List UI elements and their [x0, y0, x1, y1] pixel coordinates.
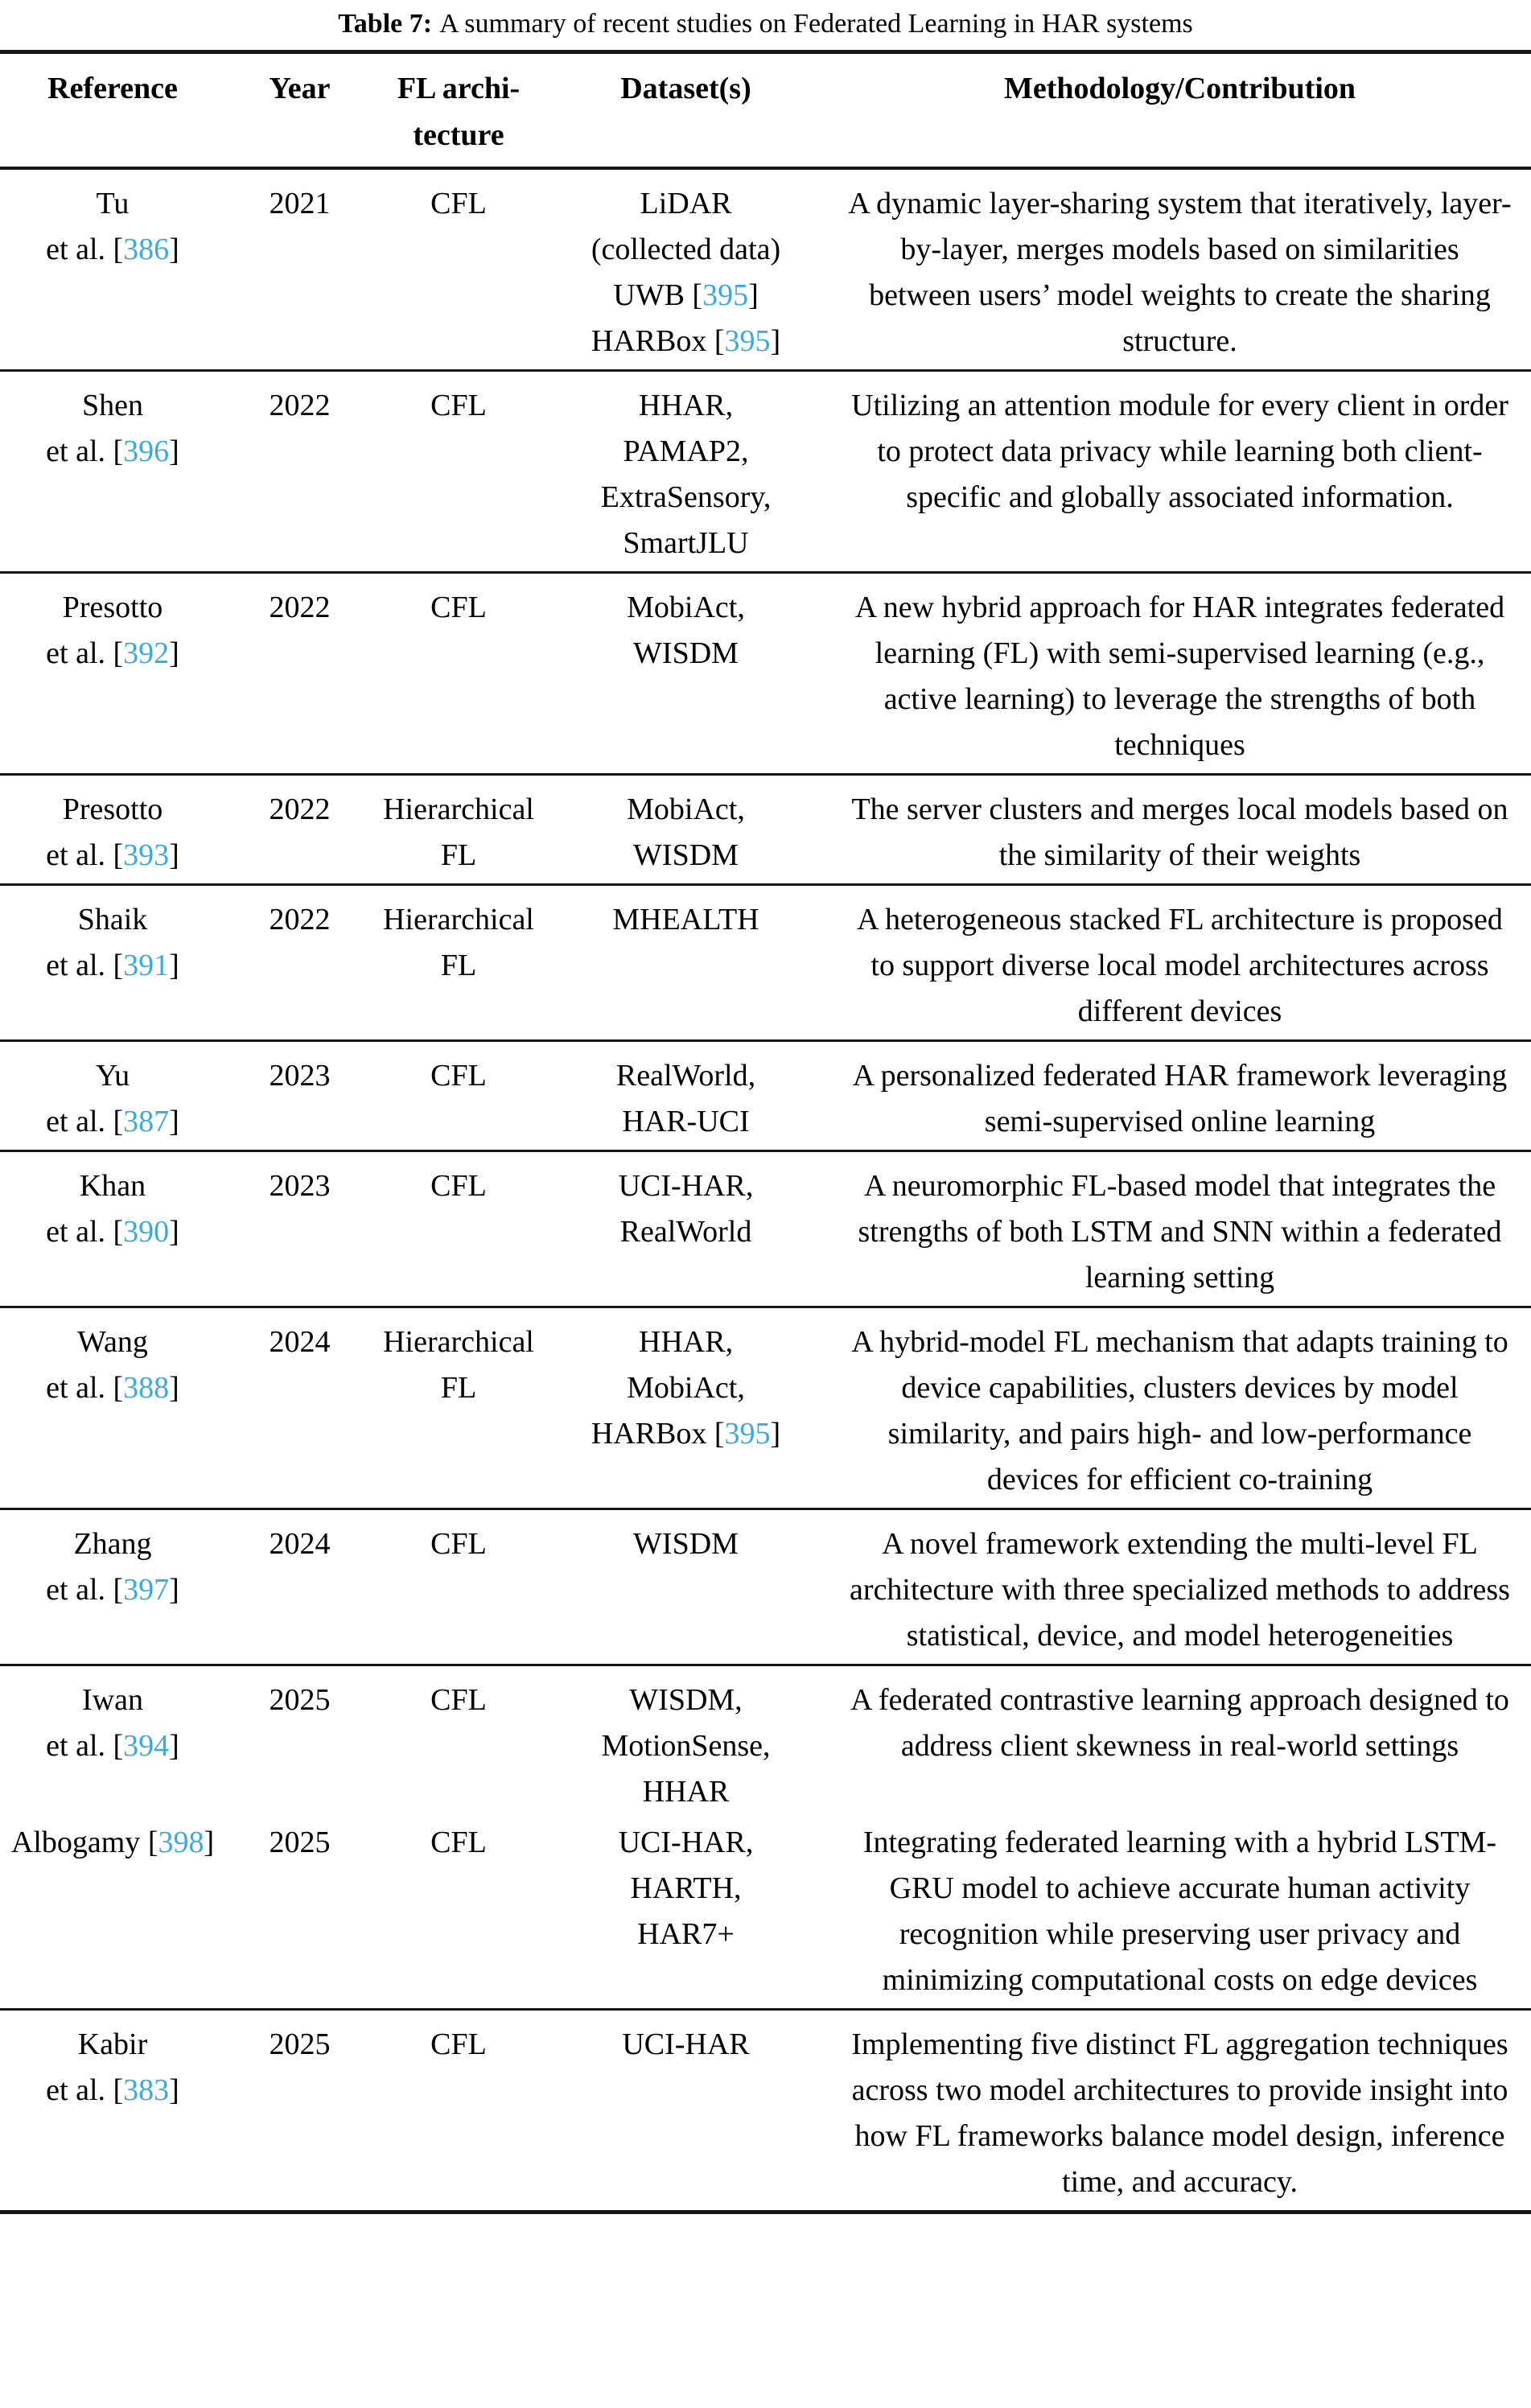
summary-table — [0, 50, 1531, 2214]
reference-etal: et al. [394] — [46, 1729, 179, 1763]
column-header-line: Dataset(s) — [620, 72, 751, 105]
reference-name: Presotto — [62, 792, 163, 826]
reference-name: Presotto — [62, 591, 163, 624]
fl-architecture-line: Hierarchical — [383, 792, 534, 826]
column-header-methodology — [829, 52, 1531, 169]
reference-name: Wang — [77, 1325, 148, 1359]
table-row — [0, 1041, 1531, 1151]
fl-architecture-line: FL — [440, 1371, 477, 1405]
table-row — [0, 2010, 1531, 2212]
methodology-cell: A dynamic layer-sharing system that iteratively, layer-by-layer, merges models based on similarities between users’ model weights to create the sharing structure. — [829, 168, 1531, 371]
fl-architecture-line: CFL — [430, 1683, 487, 1717]
citation-link[interactable]: 394 — [123, 1729, 170, 1763]
reference-cell — [0, 2010, 225, 2212]
citation-link[interactable]: 391 — [123, 949, 170, 982]
column-header-line: FL archi- — [397, 72, 521, 105]
fl-architecture-line: CFL — [430, 1826, 487, 1859]
citation-link[interactable]: 398 — [158, 1826, 204, 1859]
reference-name: Shen — [82, 389, 143, 422]
column-header-line: Year — [269, 72, 331, 105]
dataset-item: HHAR, — [638, 1325, 734, 1359]
fl-architecture-line: CFL — [430, 1059, 487, 1093]
datasets-cell — [543, 573, 829, 775]
fl-architecture-line: CFL — [430, 187, 487, 220]
dataset-item: MotionSense, — [601, 1729, 771, 1763]
dataset-item: ExtraSensory, — [600, 480, 772, 514]
dataset-item: HHAR, — [638, 389, 734, 422]
datasets-cell — [543, 371, 829, 573]
year-cell: 2024 — [225, 1509, 374, 1665]
fl-architecture-cell — [374, 885, 543, 1041]
column-header-datasets — [543, 52, 829, 169]
reference-etal: et al. [396] — [46, 434, 179, 468]
table-row — [0, 885, 1531, 1041]
reference-cell — [0, 371, 225, 573]
dataset-item: MobiAct, — [627, 591, 745, 624]
reference-name: Khan — [79, 1169, 146, 1203]
methodology-cell: The server clusters and merges local models based on the similarity of their weights — [829, 775, 1531, 885]
dataset-item: WISDM — [633, 1527, 739, 1561]
reference-etal: et al. [390] — [46, 1215, 179, 1249]
dataset-item: PAMAP2, — [623, 434, 749, 468]
fl-architecture-cell — [374, 371, 543, 573]
methodology-cell: A personalized federated HAR framework leveraging semi-supervised online learning — [829, 1041, 1531, 1151]
datasets-cell — [543, 1041, 829, 1151]
reference-name: Iwan — [82, 1683, 143, 1717]
table-caption — [0, 0, 1531, 50]
year-cell: 2024 — [225, 1307, 374, 1509]
dataset-item: UCI-HAR, — [618, 1826, 754, 1859]
reference-etal: et al. [393] — [46, 838, 179, 872]
year-cell: 2025 — [269, 1826, 331, 1859]
citation-link[interactable]: 393 — [123, 838, 170, 872]
reference-name: Kabir — [77, 2027, 148, 2061]
datasets-cell — [543, 775, 829, 885]
reference-etal: et al. [391] — [46, 949, 179, 982]
table-row — [0, 1151, 1531, 1307]
table-row — [0, 371, 1531, 573]
methodology-cell: A neuromorphic FL-based model that integrates the strengths of both LSTM and SNN within a federated learning setting — [829, 1151, 1531, 1307]
dataset-item: LiDAR — [640, 187, 732, 220]
header-row — [0, 52, 1531, 169]
reference-cell — [0, 573, 225, 775]
fl-architecture-cell — [374, 775, 543, 885]
citation-link[interactable]: 386 — [123, 233, 170, 266]
citation-link[interactable]: 396 — [123, 434, 170, 468]
reference-etal: et al. [388] — [46, 1371, 179, 1405]
reference-cell — [0, 1665, 225, 1821]
dataset-item: RealWorld — [619, 1215, 752, 1249]
dataset-item: WISDM — [633, 838, 739, 872]
citation-link[interactable]: 392 — [123, 636, 170, 670]
year-cell: 2021 — [225, 168, 374, 371]
datasets-cell — [543, 1820, 829, 2010]
datasets-cell — [543, 1151, 829, 1307]
datasets-cell — [543, 1307, 829, 1509]
methodology-cell: A hybrid-model FL mechanism that adapts training to device capabilities, clusters devices by model similarity, and pairs high- and low-performance devices for efficient co-training — [829, 1307, 1531, 1509]
year-cell: 2025 — [225, 2010, 374, 2212]
reference-name: Yu — [95, 1059, 130, 1093]
methodology-cell: A new hybrid approach for HAR integrates federated learning (FL) with semi-supervised learning (e.g., active learning) to leverage the strengths of both techniques — [829, 573, 1531, 775]
fl-architecture-line: CFL — [430, 591, 487, 624]
methodology-cell: Implementing five distinct FL aggregation techniques across two model architectures to provide insight into how FL frameworks balance model design, inference time, and accuracy. — [829, 2010, 1531, 2212]
fl-architecture-line: CFL — [430, 389, 487, 422]
fl-architecture-line: FL — [440, 949, 477, 982]
dataset-item: RealWorld, — [615, 1059, 756, 1093]
fl-architecture-line: Hierarchical — [383, 903, 534, 936]
dataset-item: UCI-HAR, — [618, 1169, 754, 1203]
citation-link[interactable]: 388 — [123, 1371, 170, 1405]
fl-architecture-cell — [374, 573, 543, 775]
reference-etal: et al. [387] — [46, 1105, 179, 1138]
citation-link[interactable]: 395 — [724, 1417, 771, 1451]
year-cell: 2022 — [225, 573, 374, 775]
table-caption-label: Table 7: — [338, 9, 433, 39]
table-row — [0, 775, 1531, 885]
fl-architecture-line: CFL — [430, 1527, 487, 1561]
reference-name: Tu — [96, 187, 130, 220]
column-header-line: Reference — [47, 72, 178, 105]
methodology-cell: A federated contrastive learning approach designed to address client skewness in real-world settings — [829, 1665, 1531, 1821]
fl-architecture-cell — [374, 1665, 543, 1821]
year-cell: 2022 — [225, 885, 374, 1041]
column-header-year — [225, 52, 374, 169]
dataset-item: HARBox [395] — [591, 324, 781, 358]
dataset-item: HHAR — [642, 1775, 730, 1809]
dataset-item: MobiAct, — [627, 1371, 745, 1405]
year-cell: 2023 — [225, 1151, 374, 1307]
year-cell: 2023 — [225, 1041, 374, 1151]
citation-link[interactable]: 390 — [123, 1215, 170, 1249]
reference-cell — [0, 1151, 225, 1307]
reference-etal: et al. [397] — [46, 1573, 179, 1607]
dataset-item: UCI-HAR — [622, 2027, 750, 2061]
citation-link[interactable]: 397 — [123, 1573, 170, 1607]
citation-link[interactable]: 387 — [123, 1105, 170, 1138]
reference-etal: et al. [392] — [46, 636, 179, 670]
reference-name: Albogamy [398] — [10, 1826, 215, 1859]
dataset-item: HARBox [395] — [591, 1417, 781, 1451]
dataset-item: SmartJLU — [623, 526, 749, 560]
dataset-item: MobiAct, — [627, 792, 745, 826]
dataset-item: HAR7+ — [637, 1917, 735, 1951]
dataset-item: HARTH, — [630, 1871, 742, 1905]
fl-architecture-line: Hierarchical — [383, 1325, 534, 1359]
column-header-line: Methodology/Contribution — [1003, 72, 1356, 105]
citation-link[interactable]: 395 — [702, 278, 749, 312]
dataset-item: (collected data) — [591, 233, 781, 266]
dataset-item: UWB [395] — [613, 278, 759, 312]
fl-architecture-cell — [374, 1041, 543, 1151]
table-header — [0, 52, 1531, 169]
reference-etal: et al. [383] — [46, 2073, 179, 2107]
column-header-line: tecture — [413, 118, 504, 152]
reference-cell — [0, 168, 225, 371]
table-body — [0, 168, 1531, 2212]
column-header-fl-architecture — [374, 52, 543, 169]
datasets-cell — [543, 2010, 829, 2212]
fl-architecture-cell — [374, 168, 543, 371]
reference-cell — [0, 1820, 225, 2010]
citation-link[interactable]: 383 — [123, 2073, 170, 2107]
reference-etal: et al. [386] — [46, 233, 179, 266]
dataset-item: WISDM, — [629, 1683, 743, 1717]
fl-architecture-line: CFL — [430, 1169, 487, 1203]
reference-name: Shaik — [77, 903, 148, 936]
reference-cell — [0, 885, 225, 1041]
datasets-cell — [543, 1509, 829, 1665]
dataset-item: MHEALTH — [612, 903, 759, 936]
datasets-cell — [543, 1665, 829, 1821]
year-cell: 2022 — [225, 371, 374, 573]
table-caption-text: A summary of recent studies on Federated Learning in HAR systems — [439, 9, 1193, 39]
table-row — [0, 1307, 1531, 1509]
reference-cell — [0, 1307, 225, 1509]
datasets-cell — [543, 168, 829, 371]
fl-architecture-cell — [374, 2010, 543, 2212]
reference-name: Zhang — [73, 1527, 152, 1561]
methodology-cell: Integrating federated learning with a hybrid LSTM-GRU model to achieve accurate human activity recognition while preserving user privacy and minimizing computational costs on edge devices — [862, 1826, 1497, 1997]
table-row — [0, 1820, 1531, 2010]
methodology-cell: Utilizing an attention module for every client in order to protect data privacy while learning both client-specific and globally associated information. — [829, 371, 1531, 573]
fl-architecture-line: FL — [440, 838, 477, 872]
reference-cell — [0, 775, 225, 885]
methodology-cell: A novel framework extending the multi-level FL architecture with three specialized methods to address statistical, device, and model heterogeneities — [829, 1509, 1531, 1665]
fl-architecture-cell — [374, 1151, 543, 1307]
table-row — [0, 573, 1531, 775]
fl-architecture-cell — [374, 1307, 543, 1509]
reference-cell — [0, 1041, 225, 1151]
table-row — [0, 1665, 1531, 1821]
year-cell: 2022 — [225, 775, 374, 885]
fl-architecture-cell — [374, 1820, 543, 2010]
fl-architecture-cell — [374, 1509, 543, 1665]
table-row — [0, 1509, 1531, 1665]
column-header-reference — [0, 52, 225, 169]
table-row — [0, 168, 1531, 371]
year-cell: 2025 — [225, 1665, 374, 1821]
dataset-item: HAR-UCI — [622, 1105, 750, 1138]
dataset-item: WISDM — [633, 636, 739, 670]
citation-link[interactable]: 395 — [724, 324, 771, 358]
methodology-cell: A heterogeneous stacked FL architecture is proposed to support diverse local model architectures across different devices — [829, 885, 1531, 1041]
fl-architecture-line: CFL — [430, 2027, 487, 2061]
reference-cell — [0, 1509, 225, 1665]
datasets-cell — [543, 885, 829, 1041]
